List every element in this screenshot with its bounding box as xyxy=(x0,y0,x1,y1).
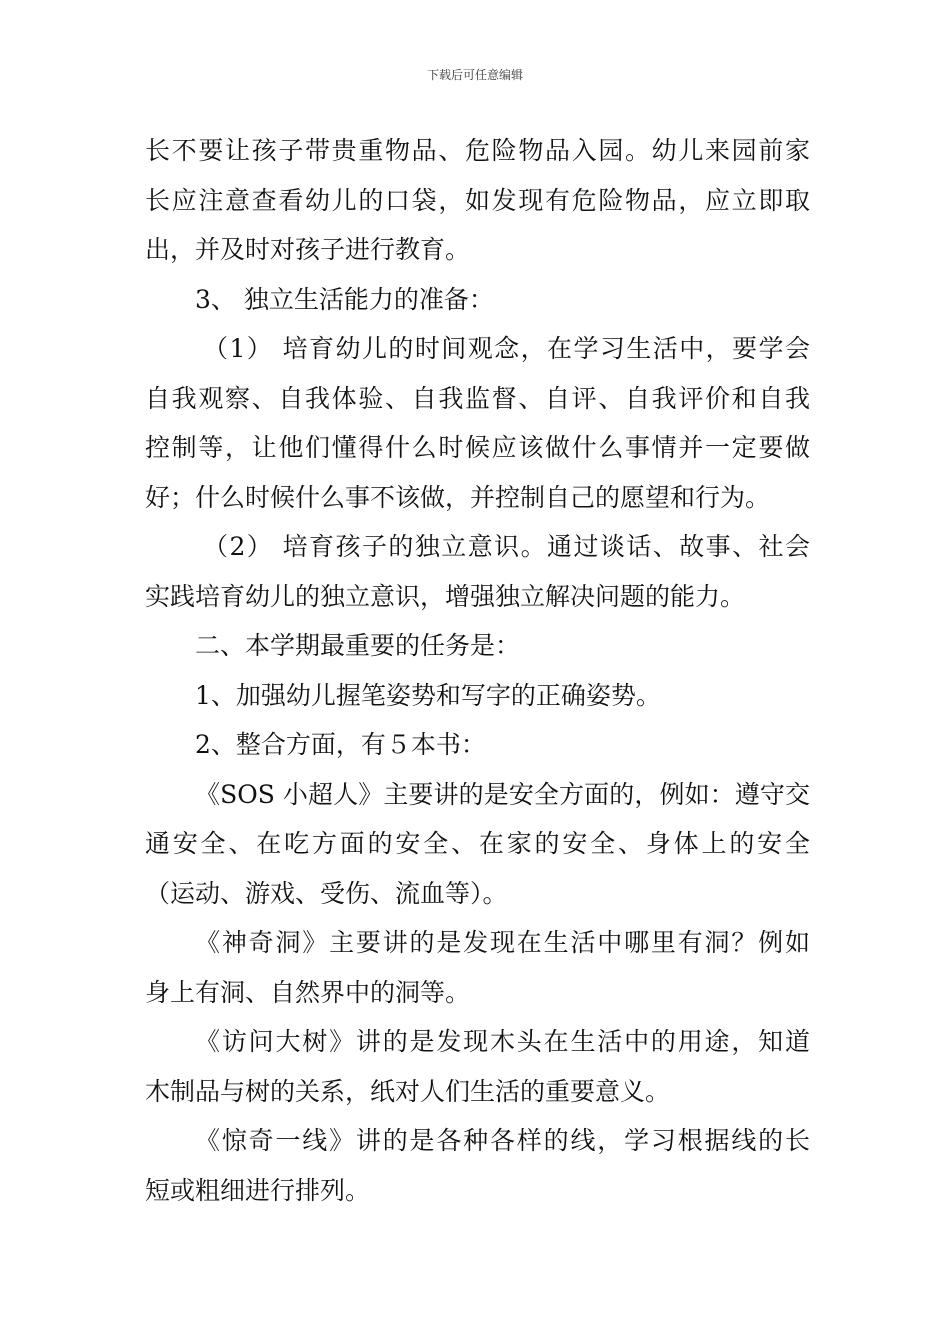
text-line: 控制等，让他们懂得什么时候应该做什么事情并一定要做 xyxy=(145,433,810,462)
section-heading: 二、本学期最重要的任务是： xyxy=(195,631,521,660)
text-line: 长应注意查看幼儿的口袋，如发现有危险物品，应立即取 xyxy=(145,185,810,215)
text-line: 《SOS 小超人》主要讲的是安全方面的，例如：遵守交 xyxy=(195,779,810,809)
text-line: 木制品与树的关系，纸对人们生活的重要意义。 xyxy=(145,1076,671,1106)
text-line: 自我观察、自我体验、自我监督、自评、自我评价和自我 xyxy=(145,383,810,413)
text-line: 2、整合方面，有５本书： xyxy=(195,730,486,759)
text-line: 通安全、在吃方面的安全、在家的安全、身体上的安全 xyxy=(145,829,810,858)
text-line: 出，并及时对孩子进行教育。 xyxy=(145,235,471,264)
text-line: 身上有洞、自然界中的洞等。 xyxy=(145,977,471,1007)
text-line: （1） 培育幼儿的时间观念，在学习生活中，要学会 xyxy=(203,334,810,363)
text-line: 《神奇洞》主要讲的是发现在生活中哪里有洞？例如 xyxy=(195,928,810,957)
text-line: 短或粗细进行排列。 xyxy=(145,1175,371,1205)
text-line: 《惊奇一线》讲的是各种各样的线，学习根据线的长 xyxy=(195,1126,810,1155)
text-line: 长不要让孩子带贵重物品、危险物品入园。幼儿来园前家 xyxy=(145,136,810,165)
text-line: （运动、游戏、受伤、流血等）。 xyxy=(145,878,508,908)
text-line: （2） 培育孩子的独立意识。通过谈话、故事、社会 xyxy=(203,532,810,561)
text-line: 实践培育幼儿的独立意识，增强独立解决问题的能力。 xyxy=(145,581,746,611)
text-line: 《访问大树》讲的是发现木头在生活中的用途，知道 xyxy=(195,1027,810,1056)
text-line: 好；什么时候什么事不该做，并控制自己的愿望和行为。 xyxy=(145,482,771,512)
document-body xyxy=(145,126,810,1215)
page-header: 下载后可任意编辑 xyxy=(426,68,523,82)
text-line: 1、加强幼儿握笔姿势和写字的正确姿势。 xyxy=(195,680,661,710)
section-heading: 3、 独立生活能力的准备： xyxy=(195,284,494,314)
